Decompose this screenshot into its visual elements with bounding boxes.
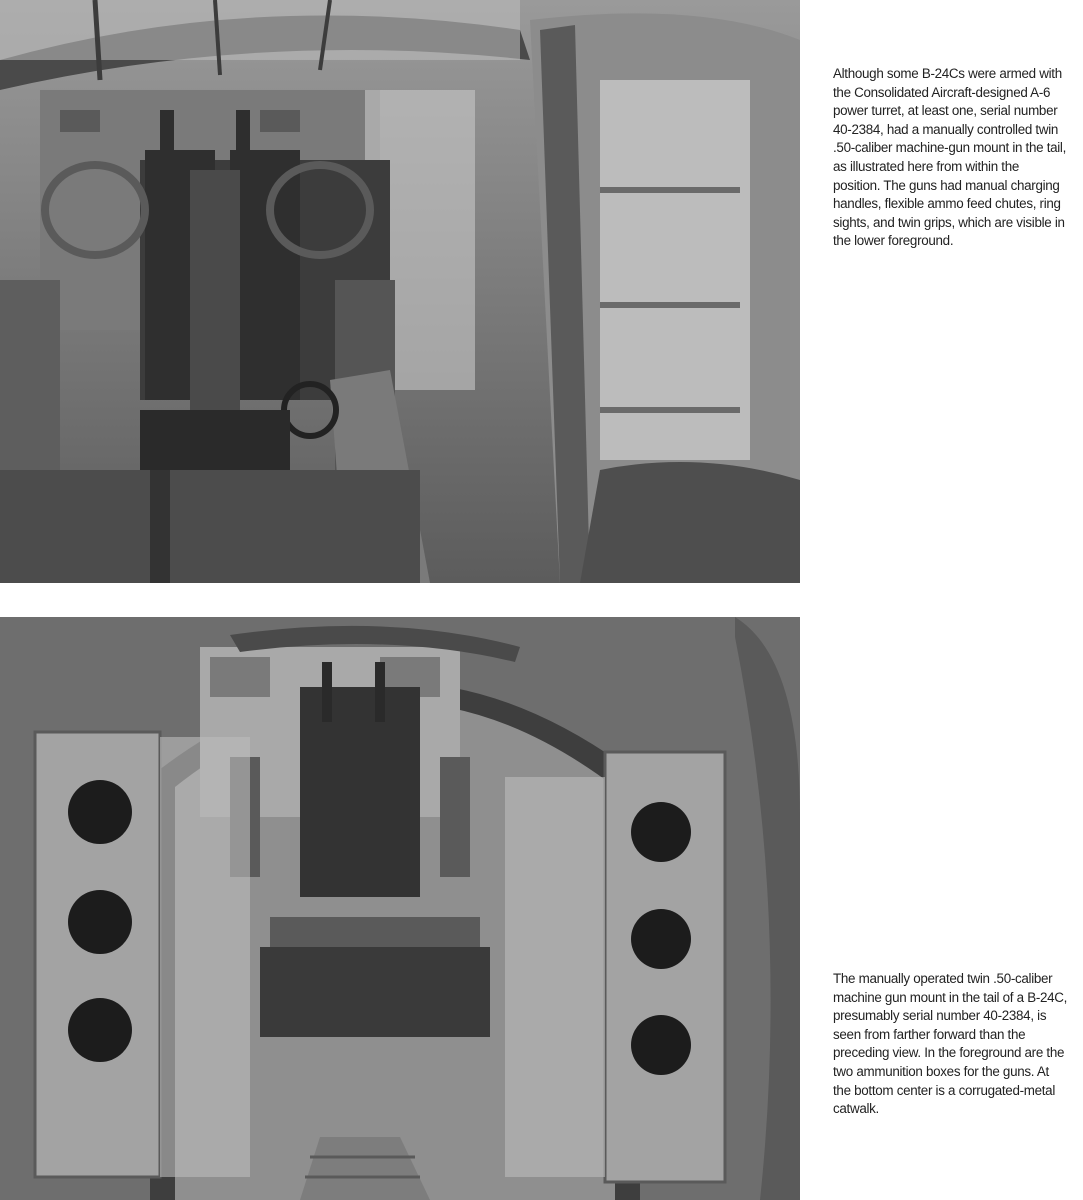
photo-tail-gun-interior: [0, 0, 800, 583]
caption-tail-gun-interior: Although some B-24Cs were armed with the Consolidated Aircraft-designed A-6 power turret, at least one, serial number 40-2384, had a manually controlled twin .50-caliber machine-gun mount in the tail, as illustrated here from within the position. The guns had manual charging handles, flexible ammo feed chutes, ring sights, and twin grips, which are visible in the lower foreground.: [833, 66, 1067, 249]
photo-tail-gun-interior-graphic: [0, 0, 800, 583]
photo-tail-gun-forward-view-graphic: [0, 617, 800, 1200]
photo-tail-gun-forward-view: [0, 617, 800, 1200]
caption-tail-gun-forward-view: The manually operated twin .50-caliber machine gun mount in the tail of a B-24C, presumably serial number 40-2384, is seen from farther forward than the preceding view. In the foreground are the two ammunition boxes for the guns. At the bottom center is a corrugated-metal catwalk.: [833, 971, 1068, 1117]
